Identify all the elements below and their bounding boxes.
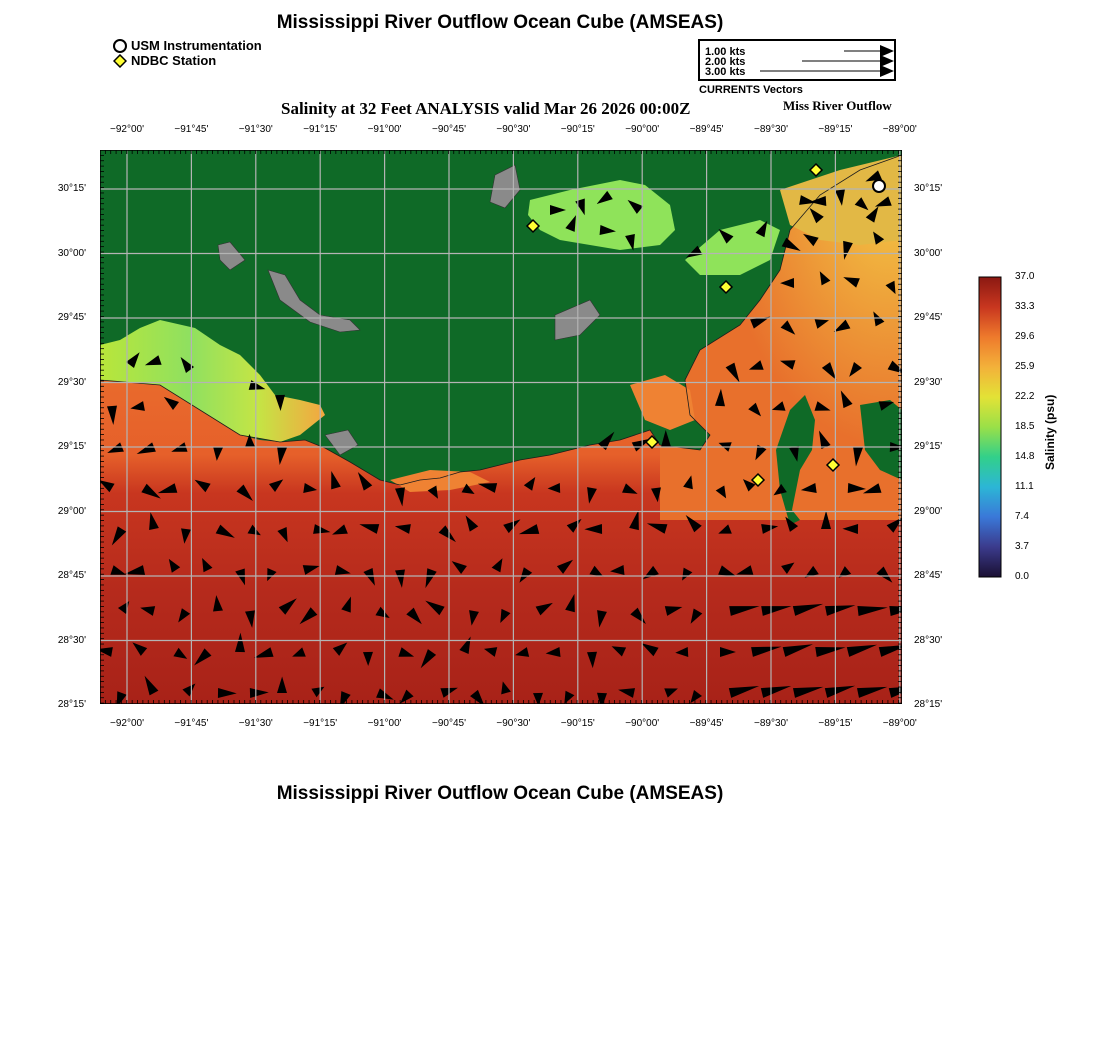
lon-tick-bottom: −89°15' xyxy=(818,718,853,729)
colorbar-title: Salinity (psu) xyxy=(1043,394,1057,470)
vectors-caption: CURRENTS Vectors xyxy=(699,84,803,96)
lat-tick-right: 29°30' xyxy=(914,376,943,388)
lon-tick-top: −89°30' xyxy=(754,124,788,135)
lon-tick-bottom: −90°30' xyxy=(496,718,531,729)
colorbar-label: 3.7 xyxy=(1015,541,1029,552)
lat-tick-right: 28°15' xyxy=(914,699,943,710)
lon-tick-bottom: −90°00' xyxy=(625,718,660,729)
lon-tick-top: −89°45' xyxy=(689,124,724,135)
usm-circle-icon xyxy=(113,39,127,53)
lon-tick-bottom: −89°00' xyxy=(882,718,917,729)
lon-tick-top: −90°00' xyxy=(625,124,660,135)
vector-label-1: 1.00 kts xyxy=(705,46,746,58)
lon-tick-bottom: −89°45' xyxy=(689,718,724,729)
lon-tick-top: −91°45' xyxy=(174,124,209,135)
lon-tick-top: −89°15' xyxy=(818,124,853,135)
lon-tick-top: −89°00' xyxy=(882,124,917,135)
usm-station-marker xyxy=(873,180,885,192)
vector-label-3: 3.00 kts xyxy=(705,66,746,78)
colorbar-label: 25.9 xyxy=(1015,361,1035,372)
colorbar-label: 18.5 xyxy=(1015,421,1035,432)
lon-tick-top: −90°15' xyxy=(560,124,595,135)
lon-tick-bottom: −89°30' xyxy=(754,718,788,729)
colorbar-label: 11.1 xyxy=(1015,481,1034,492)
lat-tick-left: 30°15' xyxy=(57,183,86,194)
map-title-bottom: Mississippi River Outflow Ocean Cube (AMSEAS) xyxy=(276,783,724,804)
lat-tick-right: 29°15' xyxy=(914,441,943,452)
vector-scale-box xyxy=(698,39,896,81)
lat-tick-right: 29°00' xyxy=(914,505,943,517)
ndbc-legend-label: NDBC Station xyxy=(131,53,217,68)
colorbar-label: 22.2 xyxy=(1015,391,1035,402)
colorbar-label: 14.8 xyxy=(1015,451,1035,462)
colorbar-label: 37.0 xyxy=(1015,271,1035,282)
colorbar-label: 29.6 xyxy=(1015,331,1035,342)
lat-tick-left: 29°45' xyxy=(57,312,86,323)
lat-tick-left: 29°15' xyxy=(57,441,86,452)
colorbar-label: 0.0 xyxy=(1015,571,1029,582)
lon-tick-bottom: −91°15' xyxy=(303,718,338,729)
lat-tick-right: 29°45' xyxy=(914,312,943,323)
lat-tick-left: 28°15' xyxy=(57,699,86,710)
lon-tick-bottom: −90°45' xyxy=(432,718,466,729)
lon-tick-bottom: −91°45' xyxy=(174,718,209,729)
vector-scale-arrows xyxy=(700,41,894,79)
lat-tick-left: 28°45' xyxy=(57,570,86,581)
lon-tick-bottom: −91°30' xyxy=(238,718,273,729)
lat-tick-left: 29°00' xyxy=(57,505,86,517)
salinity-map xyxy=(100,150,902,704)
outflow-label: Miss River Outflow xyxy=(783,98,892,113)
lat-tick-left: 30°00' xyxy=(57,247,86,259)
colorbar-label: 33.3 xyxy=(1015,301,1035,312)
lat-tick-right: 28°30' xyxy=(914,634,943,646)
lon-tick-top: −91°15' xyxy=(303,124,338,135)
ndbc-legend xyxy=(113,53,216,68)
lat-tick-left: 29°30' xyxy=(57,376,86,388)
vector-label-2: 2.00 kts xyxy=(705,56,746,68)
lon-tick-top: −90°30' xyxy=(496,124,531,135)
lat-tick-right: 30°15' xyxy=(914,183,943,194)
map-title: Mississippi River Outflow Ocean Cube (AMSEAS) xyxy=(276,12,724,33)
usm-legend-label: USM Instrumentation xyxy=(131,38,262,53)
lon-tick-top: −91°30' xyxy=(238,124,273,135)
lon-tick-bottom: −92°00' xyxy=(110,718,144,729)
ndbc-diamond-icon xyxy=(113,54,127,68)
lon-tick-top: −91°00' xyxy=(367,124,402,135)
lon-tick-top: −90°45' xyxy=(432,124,466,135)
lon-tick-top: −92°00' xyxy=(110,124,144,135)
lat-tick-left: 28°30' xyxy=(57,634,86,646)
lon-tick-bottom: −91°00' xyxy=(367,718,402,729)
lat-tick-right: 28°45' xyxy=(914,570,943,581)
lat-tick-right: 30°00' xyxy=(914,247,943,259)
colorbar-label: 7.4 xyxy=(1015,511,1029,522)
salinity-colorbar xyxy=(978,276,1002,578)
lon-tick-bottom: −90°15' xyxy=(560,718,595,729)
map-subtitle: Salinity at 32 Feet ANALYSIS valid Mar 26 2026 00:00Z xyxy=(281,99,691,118)
usm-legend xyxy=(113,38,262,53)
